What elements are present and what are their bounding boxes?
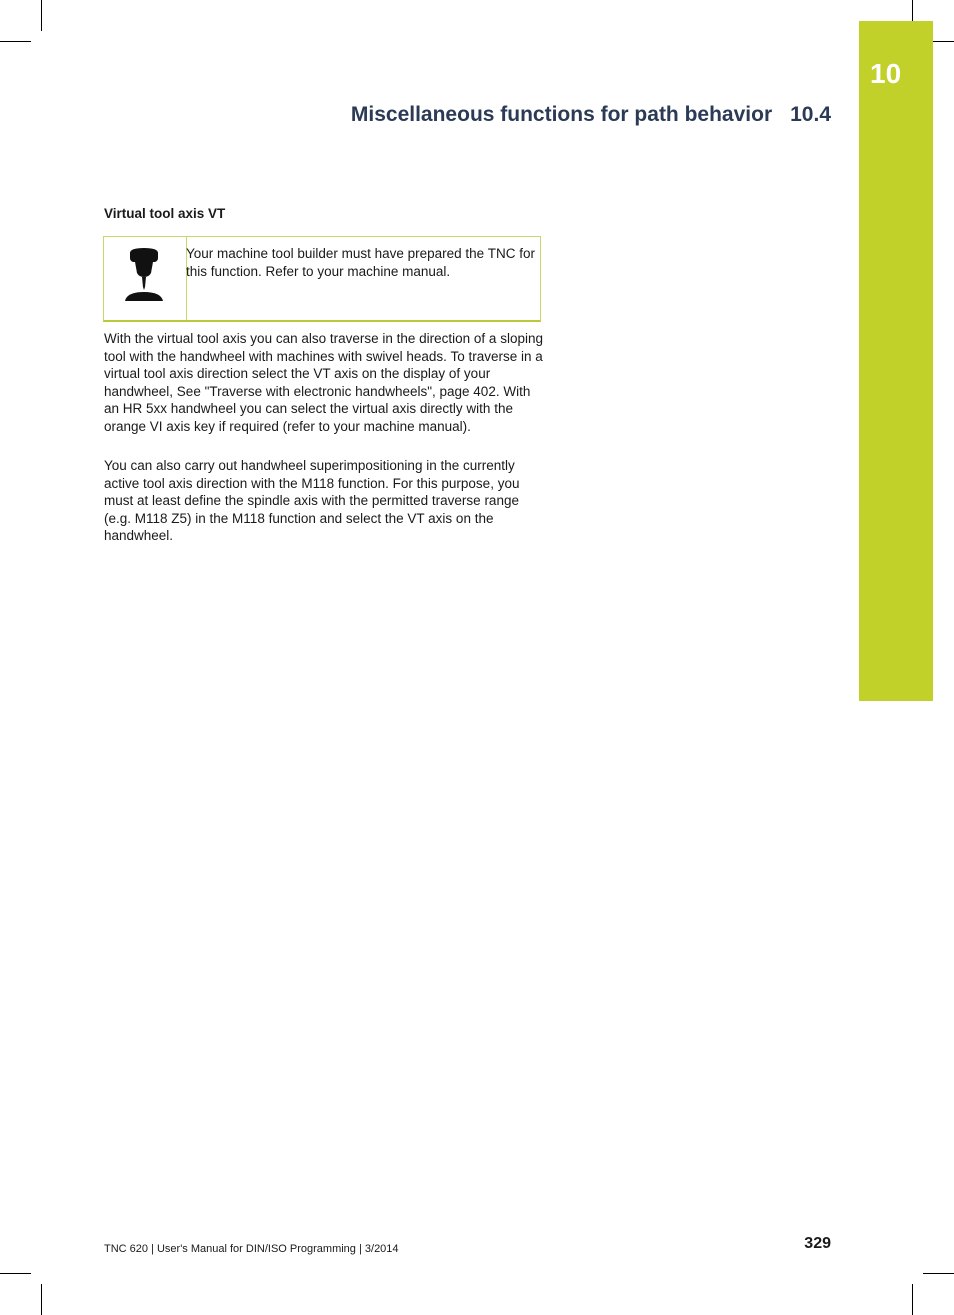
crop-mark-bottom-right-horizontal <box>923 1273 954 1274</box>
section-title: Miscellaneous functions for path behavior <box>350 103 773 126</box>
page-number: 329 <box>804 1235 831 1252</box>
footer-text: TNC 620 | User's Manual for DIN/ISO Programming | 3/2014 <box>104 1243 399 1255</box>
section-header <box>351 103 831 127</box>
section-number: 10.4 <box>790 103 831 126</box>
crop-mark-top-left-horizontal <box>0 41 31 42</box>
chapter-number: 10 <box>870 58 902 89</box>
crop-mark-bottom-left-vertical <box>41 1284 42 1315</box>
subheading: Virtual tool axis VT <box>104 206 226 221</box>
crop-mark-top-left-vertical <box>41 0 42 31</box>
paragraph-superimposition: You can also carry out handwheel superimpositioning in the currently active tool axis direction with the M118 function. For this purpose, you must at least define the spindle axis with the permitted traverse range (e.g. M118 Z5) in the M118 function and select the VT axis on the handwheel. <box>104 458 520 544</box>
crop-mark-bottom-right-vertical <box>912 1284 913 1315</box>
chapter-tab <box>859 21 933 701</box>
note-box <box>103 236 541 322</box>
machine-tool-icon <box>122 247 166 303</box>
crop-mark-bottom-left-horizontal <box>0 1273 31 1274</box>
note-text: Your machine tool builder must have prepared the TNC for this function. Refer to your machine manual. <box>186 246 535 279</box>
paragraph-virtual-axis: With the virtual tool axis you can also traverse in the direction of a sloping tool with the handwheel with machines with swivel heads. To traverse in a virtual tool axis direction select the VT axis on the display of your handwheel, See "Traverse with electronic handwheels", page 402. With an HR 5xx handwheel you can select the virtual axis directly with the orange VI axis key if required (refer to your machine manual). <box>104 331 543 434</box>
